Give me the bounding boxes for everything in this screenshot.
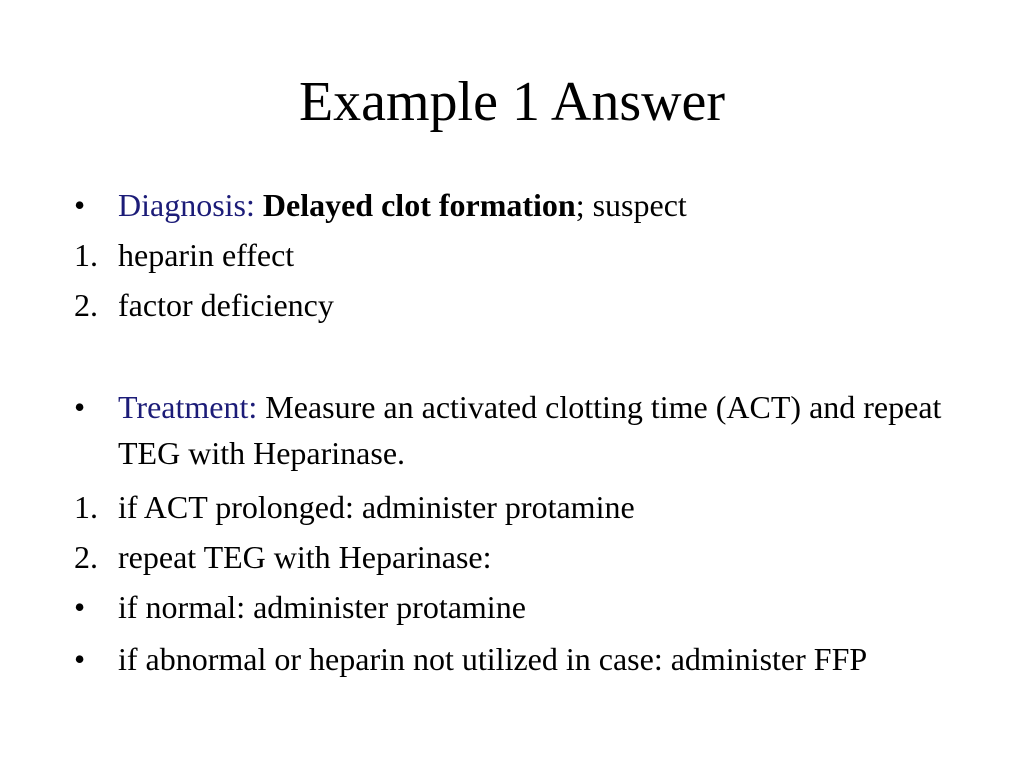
item-marker: 2.: [74, 287, 98, 323]
bullet-marker: •: [74, 589, 86, 625]
item-text: repeat TEG with Heparinase:: [118, 539, 492, 575]
item-text: if abnormal or heparin not utilized in case: administer FFP: [118, 641, 868, 677]
item-marker: 1.: [74, 489, 98, 525]
item-marker: 1.: [74, 237, 98, 273]
diagnosis-bullet: [74, 180, 974, 230]
treatment-subitem-1: [74, 582, 974, 632]
slide-title: Example 1 Answer: [298, 71, 726, 133]
diagnosis-item-1: [74, 230, 974, 280]
treatment-subitem-2: [74, 636, 974, 682]
bullet-marker: •: [74, 187, 86, 223]
slide-body: [74, 180, 974, 682]
diagnosis-rest-text: ; suspect: [575, 187, 687, 223]
treatment-item-1: [74, 482, 974, 532]
diagnosis-item-2: [74, 280, 974, 330]
treatment-text: Measure an activated clotting time (ACT) and repeat TEG with Heparinase.: [118, 389, 942, 471]
item-text: heparin effect: [118, 237, 295, 273]
item-text: factor deficiency: [118, 287, 334, 323]
item-text: if normal: administer protamine: [118, 589, 526, 625]
diagnosis-label: Diagnosis:: [118, 187, 255, 223]
item-text: if ACT prolonged: administer protamine: [118, 489, 635, 525]
item-marker: 2.: [74, 539, 98, 575]
spacer: [74, 330, 974, 384]
bullet-marker: •: [74, 641, 86, 677]
treatment-item-2: [74, 532, 974, 582]
diagnosis-bold-text: Delayed clot formation: [262, 187, 576, 223]
bullet-marker: •: [74, 389, 86, 425]
treatment-label: Treatment:: [118, 389, 258, 425]
treatment-bullet: [74, 384, 974, 476]
